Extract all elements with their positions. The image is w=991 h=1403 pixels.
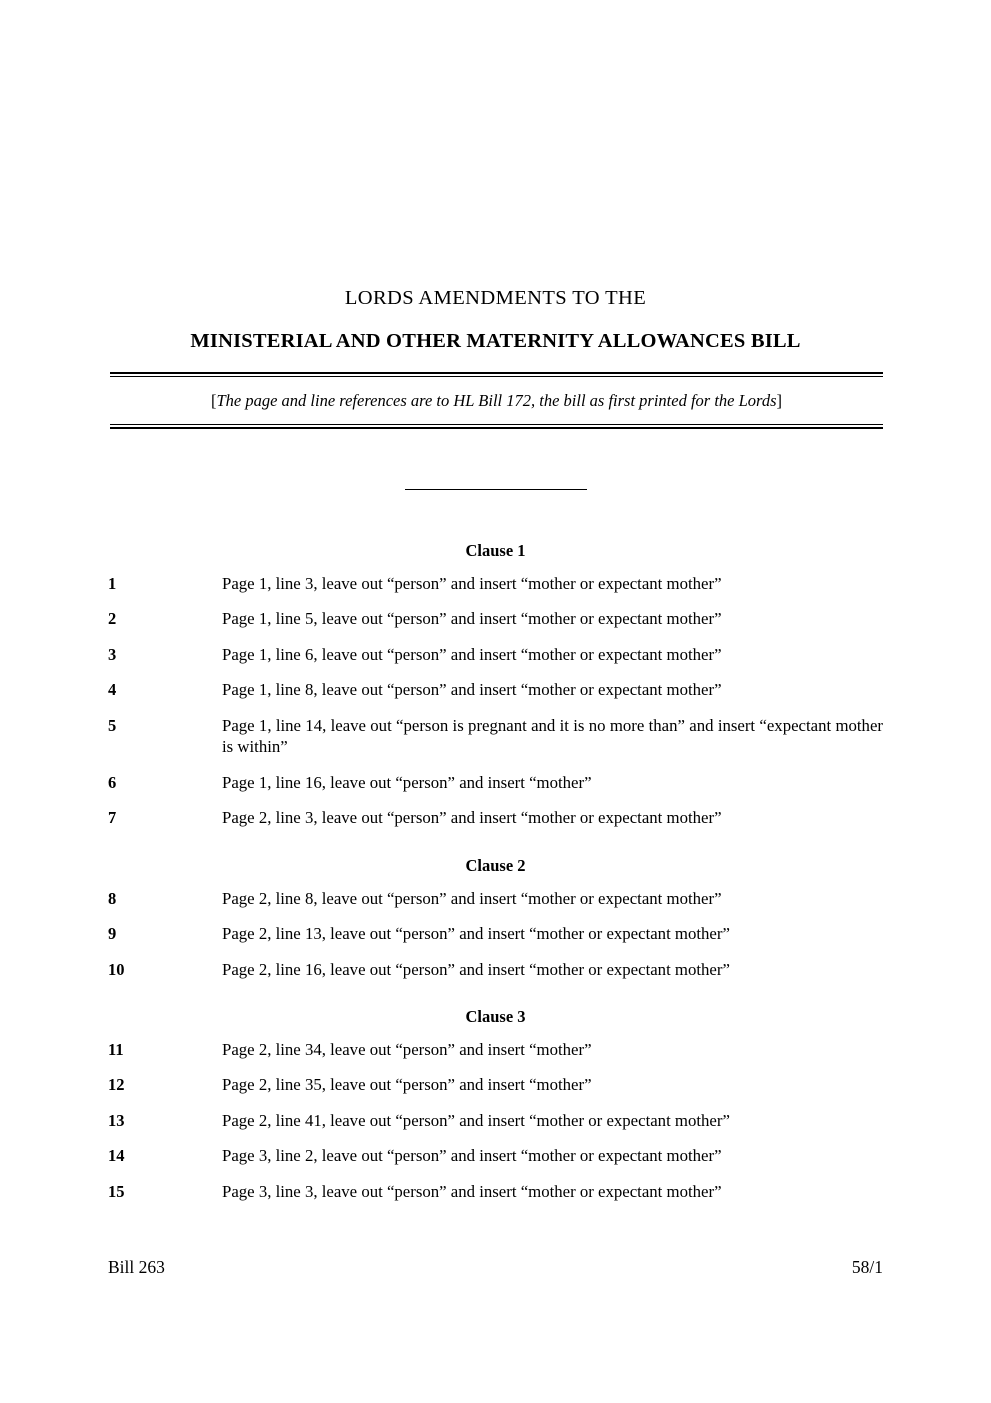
amendment-number: 4	[108, 680, 117, 700]
clause-group	[108, 541, 883, 829]
amendment-text: Page 2, line 3, leave out “person” and insert “mother or expectant mother”	[222, 808, 722, 828]
amendment-item	[108, 1145, 883, 1167]
amendment-text: Page 1, line 5, leave out “person” and insert “mother or expectant mother”	[222, 609, 722, 629]
section-separator	[108, 480, 883, 498]
amendment-text: Page 1, line 14, leave out “person is pregnant and it is no more than” and insert “expectant mother is within”	[222, 715, 883, 757]
amendment-item	[108, 923, 883, 945]
clause-heading: Clause 1	[465, 541, 526, 560]
clause-heading: Clause 3	[465, 1007, 526, 1027]
amendment-item	[108, 573, 883, 595]
amendment-text: Page 1, line 8, leave out “person” and insert “mother or expectant mother”	[222, 680, 722, 700]
reference-note	[110, 377, 883, 424]
amendment-text: Page 2, line 13, leave out “person” and insert “mother or expectant mother”	[222, 924, 730, 944]
rule-double-bottom	[110, 424, 883, 429]
amendment-text: Page 1, line 6, leave out “person” and insert “mother or expectant mother”	[222, 644, 722, 664]
amendment-item	[108, 1039, 883, 1061]
amendment-text: Page 1, line 3, leave out “person” and insert “mother or expectant mother”	[222, 573, 722, 593]
reference-note-block	[110, 372, 883, 429]
note-open-bracket: [	[210, 391, 217, 410]
amendment-item	[108, 888, 883, 910]
amendment-item	[108, 1110, 883, 1132]
amendment-text: Page 3, line 3, leave out “person” and insert “mother or expectant mother”	[222, 1181, 722, 1201]
document-supertitle: LORDS AMENDMENTS TO THE	[344, 287, 647, 309]
amendment-number: 8	[108, 888, 117, 908]
amendments-list	[108, 541, 883, 1202]
amendment-number: 15	[108, 1181, 125, 1201]
amendment-item	[108, 608, 883, 630]
clause-heading: Clause 2	[465, 855, 526, 875]
clause-group	[108, 856, 883, 980]
amendment-number: 10	[108, 959, 125, 979]
amendment-text: Page 2, line 34, leave out “person” and insert “mother”	[222, 1039, 592, 1059]
amendment-text: Page 2, line 8, leave out “person” and insert “mother or expectant mother”	[222, 888, 722, 908]
page-footer	[108, 1257, 883, 1278]
note-close-bracket: ]	[776, 391, 783, 410]
page-title: MINISTERIAL AND OTHER MATERNITY ALLOWANCES BILL	[190, 329, 801, 352]
amendment-number: 2	[108, 609, 117, 629]
amendment-text: Page 2, line 41, leave out “person” and insert “mother or expectant mother”	[222, 1110, 730, 1130]
short-rule	[405, 489, 587, 490]
amendment-text: Page 3, line 2, leave out “person” and insert “mother or expectant mother”	[222, 1146, 722, 1166]
amendment-number: 7	[108, 808, 117, 828]
amendment-number: 5	[108, 715, 117, 735]
footer-bill-number: Bill 263	[108, 1257, 165, 1277]
amendment-item	[108, 772, 883, 794]
amendment-number: 12	[108, 1075, 125, 1095]
document-masthead	[108, 286, 883, 354]
note-italic-text: The page and line references are to HL Bill 172, the bill as first printed for the Lords	[216, 391, 777, 410]
amendment-number: 14	[108, 1146, 125, 1166]
footer-page-reference: 58/1	[851, 1257, 883, 1277]
amendment-item	[108, 807, 883, 829]
amendment-number: 9	[108, 924, 117, 944]
amendment-item	[108, 1181, 883, 1203]
amendment-text: Page 2, line 35, leave out “person” and insert “mother”	[222, 1075, 592, 1095]
amendment-number: 13	[108, 1110, 125, 1130]
amendment-item	[108, 644, 883, 666]
clause-group	[108, 1007, 883, 1202]
amendment-text: Page 2, line 16, leave out “person” and insert “mother or expectant mother”	[222, 959, 730, 979]
amendment-item	[108, 715, 883, 758]
amendment-number: 1	[108, 573, 117, 593]
amendment-text: Page 1, line 16, leave out “person” and insert “mother”	[222, 772, 592, 792]
amendment-item	[108, 1074, 883, 1096]
amendment-number: 11	[108, 1039, 124, 1059]
amendment-number: 6	[108, 772, 117, 792]
amendment-number: 3	[108, 644, 117, 664]
amendment-item	[108, 959, 883, 981]
amendment-item	[108, 679, 883, 701]
